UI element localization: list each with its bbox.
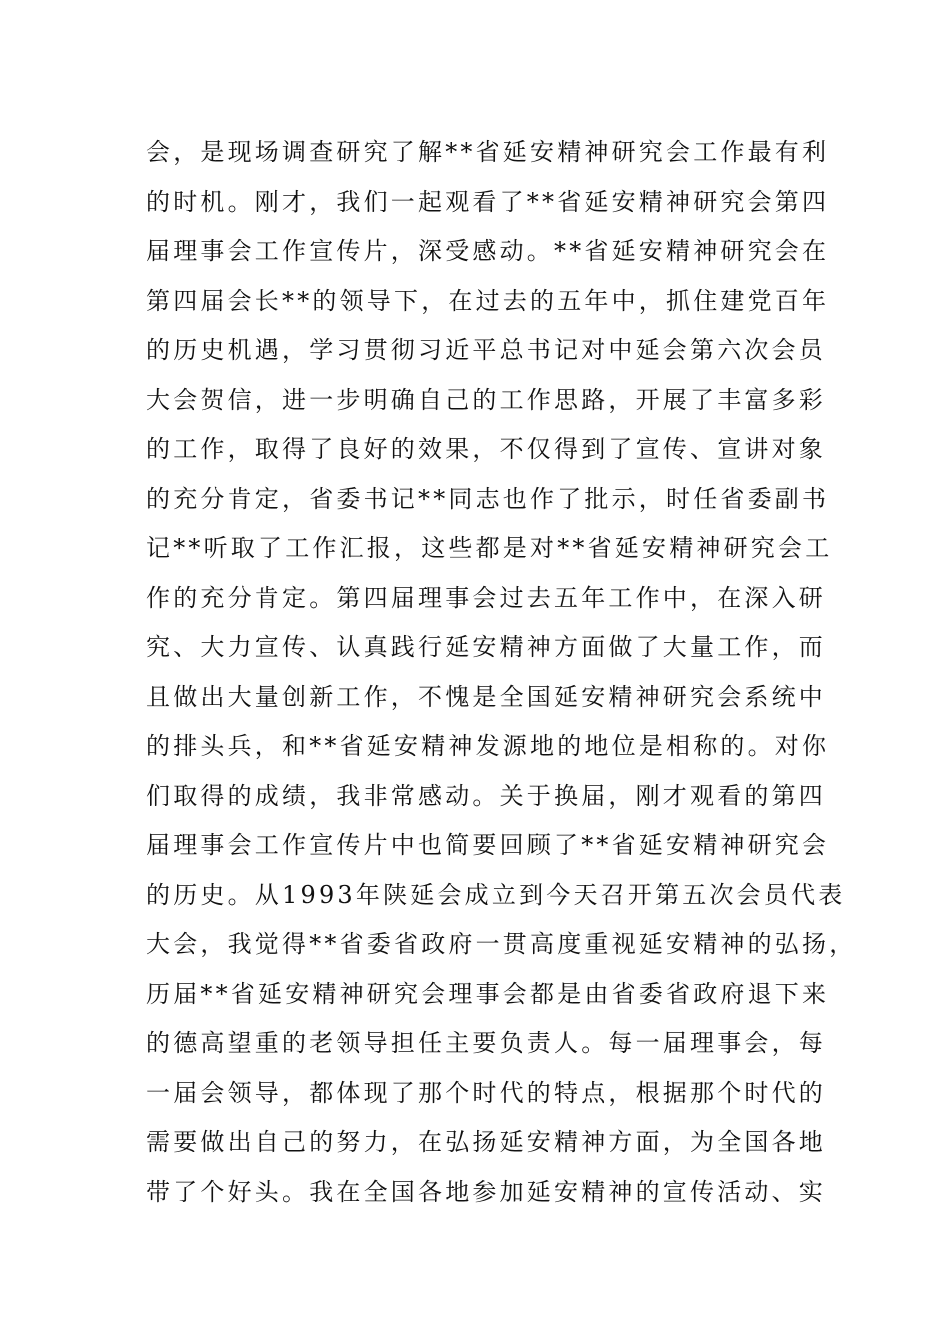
text-line: 带了个好头。我在全国各地参加延安精神的宣传活动、实 [146, 1177, 826, 1206]
text-line: 且做出大量创新工作，不愧是全国延安精神研究会系统中 [146, 682, 826, 711]
text-line: 的充分肯定，省委书记**同志也作了批示，时任省委副书 [146, 484, 830, 513]
text-line: 的时机。刚才，我们一起观看了**省延安精神研究会第四 [146, 187, 830, 216]
text-line: 究、大力宣传、认真践行延安精神方面做了大量工作，而 [146, 633, 826, 661]
text-line: 的工作，取得了良好的效果，不仅得到了宣传、宣讲对象 [146, 435, 826, 463]
text-line: 届理事会工作宣传片，深受感动。**省延安精神研究会在 [146, 237, 830, 265]
text-line: 一届会领导，都体现了那个时代的特点，根据那个时代的 [146, 1078, 826, 1107]
text-line: 的排头兵，和**省延安精神发源地的地位是相称的。对你 [146, 732, 830, 760]
text-line: 的历史。从1993年陕延会成立到今天召开第五次会员代表 [146, 880, 846, 909]
text-line: 作的充分肯定。第四届理事会过去五年工作中，在深入研 [146, 583, 826, 612]
text-line: 大会，我觉得**省委省政府一贯高度重视延安精神的弘扬， [146, 930, 857, 958]
text-line: 们取得的成绩，我非常感动。关于换届，刚才观看的第四 [146, 781, 826, 810]
text-line: 的历史机遇，学习贯彻习近平总书记对中延会第六次会员 [146, 336, 826, 364]
text-line: 记**听取了工作汇报，这些都是对**省延安精神研究会工 [146, 534, 833, 562]
text-line: 届理事会工作宣传片中也简要回顾了**省延安精神研究会 [146, 831, 830, 859]
body-text [146, 128, 857, 1217]
text-line: 第四届会长**的领导下，在过去的五年中，抓住建党百年 [146, 286, 830, 315]
text-line: 大会贺信，进一步明确自己的工作思路，开展了丰富多彩 [146, 385, 826, 414]
text-line: 会，是现场调查研究了解**省延安精神研究会工作最有利 [146, 138, 830, 166]
text-line: 需要做出自己的努力，在弘扬延安精神方面，为全国各地 [146, 1128, 826, 1156]
text-line: 历届**省延安精神研究会理事会都是由省委省政府退下来 [146, 979, 830, 1008]
text-line: 的德高望重的老领导担任主要负责人。每一届理事会，每 [146, 1029, 826, 1057]
